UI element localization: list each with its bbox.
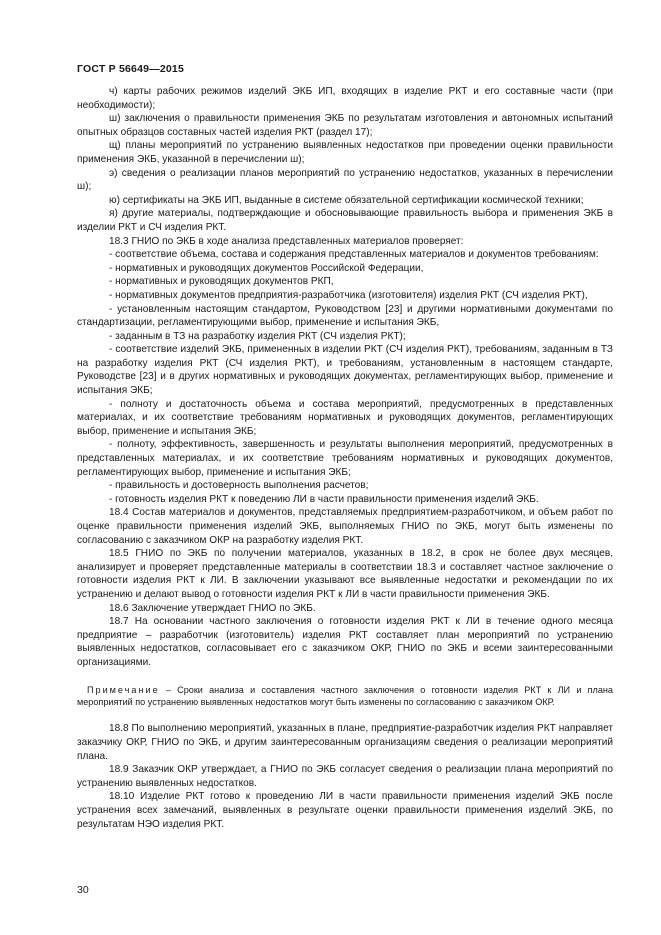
clause-18-10: 18.10 Изделие РКТ готово к проведению ЛИ в части правильности применения изделий ЭКБ после устранения всех замечаний, выявленных в результате оценки правильности применения изделий ЭКБ, по результатам НЭО изделия РКТ.: [77, 791, 613, 830]
check-item: - заданным в ТЗ на разработку изделия РКТ (СЧ изделия РКТ);: [109, 330, 406, 342]
clause-18-8: 18.8 По выполнению мероприятий, указанных в плане, предприятие-разработчик изделия РКТ направляет заказчику ОКР, ГНИО по ЭКБ, и другим заинтересованным организациям сведения о реализации мероприятий плана.: [77, 723, 613, 762]
check-item: - установленным настоящим стандартом, Руководством [23] и другими нормативными документами по стандартизации, регламентирующими выбор, применение и испытания ЭКБ,: [77, 303, 613, 329]
list-item-ch: ч) карты рабочих режимов изделий ЭКБ ИП, входящих в изделие РКТ и его составные части (при необходимости);: [77, 86, 613, 111]
list-item-ya: я) другие материалы, подтверждающие и обосновывающие правильность выбора и применения ЭКБ в изделии РКТ и СЧ изделия РКТ.: [77, 208, 613, 233]
list-item-shch: щ) планы мероприятий по устранению выявленных недостатков при проведении оценки правильности применения ЭКБ, указанной в перечислении ш);: [77, 140, 613, 165]
check-item: - соответствие изделий ЭКБ, примененных в изделии РКТ (СЧ изделия РКТ), требованиям, заданным в ТЗ на разработку изделия РКТ (СЧ изделия РКТ), и требованиям, установленным в настоящем стандарте, Руководстве [23] и в других нормативных и руководящих документах, регламентирующих выбор, применение и испытания ЭКБ;: [77, 344, 613, 397]
clause-18-4: 18.4 Состав материалов и документов, представляемых предприятием-разработчиком, и объем работ по оценке правильности применения изделий ЭКБ, выполняемых ГНИО по ЭКБ, могут быть изменены по согласованию с заказчиком ОКР на разработку изделия РКТ.: [77, 507, 613, 546]
clause-18-3: 18.3 ГНИО по ЭКБ в ходе анализа представленных материалов проверяет:: [109, 235, 464, 247]
document-body: [77, 85, 613, 831]
check-item: - полноту, эффективность, завершенность и результаты выполнения мероприятий, предусмотренных в представленных материалах, и их соответствие требованиям нормативных и руководящих документов, регламентирующих выбор, применение и испытания ЭКБ;: [77, 439, 613, 478]
note: [77, 684, 613, 709]
note-text: – Сроки анализа и составления частного заключения о готовности изделия РКТ к ЛИ и плана мероприятий по устранению выявленных недостатков могут быть изменены по согласованию с заказчиком ОКР.: [77, 684, 613, 707]
clause-18-7: 18.7 На основании частного заключения о готовности изделия РКТ к ЛИ в течение одного месяца предприятие – разработчик (изготовитель) изделия РКТ составляет план мероприятий по устранению выявленных недостатков, согласовывает его с заказчиком ОКР, ГНИО по ЭКБ и всеми заинтересованными организациями.: [77, 616, 613, 668]
clause-18-9: 18.9 Заказчик ОКР утверждает, а ГНИО по ЭКБ согласует сведения о реализации плана мероприятий по устранению выявленных недостатков.: [77, 764, 613, 789]
check-item: - готовность изделия РКТ к поведению ЛИ в части правильности применения изделий ЭКБ.: [109, 493, 539, 505]
clause-18-6: 18.6 Заключение утверждает ГНИО по ЭКБ.: [109, 602, 316, 614]
list-item-sh: ш) заключения о правильности применения ЭКБ по результатам изготовления и автономных испытаний опытных образцов составных частей изделия РКТ (раздел 17);: [77, 113, 613, 138]
check-item: - нормативных и руководящих документов Российской Федерации,: [109, 262, 424, 274]
standard-header: ГОСТ Р 56649—2015: [77, 63, 185, 75]
check-item: - правильность и достоверность выполнения расчетов;: [109, 480, 369, 492]
check-item: - нормативных документов предприятия-разработчика (изготовителя) изделия РКТ (СЧ изделия РКТ),: [109, 289, 588, 301]
check-item: - нормативных и руководящих документов РКП,: [109, 276, 334, 288]
list-item-e: э) сведения о реализации планов мероприятий по устранению недостатков, указанных в перечислении ш);: [77, 167, 613, 193]
page-number: 30: [77, 884, 89, 896]
check-item: - соответствие объема, состава и содержания представленных материалов и документов требованиям:: [109, 249, 599, 261]
note-label: Примечание: [87, 684, 160, 695]
list-item-yu: ю) сертификаты на ЭКБ ИП, выданные в системе обязательной сертификации космической техники;: [109, 194, 584, 206]
clause-18-5: 18.5 ГНИО по ЭКБ по получении материалов, указанных в 18.2, в срок не более двух месяцев, анализирует и проверяет представленные материалы в соответствии 18.3 и составляет частное заключение о готовности изделия РКТ к ЛИ. В заключении указывают все выявленные недостатки и рекомендации по их устранению и делают вывод о готовности изделия РКТ к ЛИ в части правильности применения ЭКБ.: [77, 548, 613, 600]
check-item: - полноту и достаточность объема и состава мероприятий, предусмотренных в представленных материалах, и их соответствие требованиям нормативных и руководящих документов, регламентирующих выбор, применение и испытания ЭКБ;: [77, 398, 613, 437]
